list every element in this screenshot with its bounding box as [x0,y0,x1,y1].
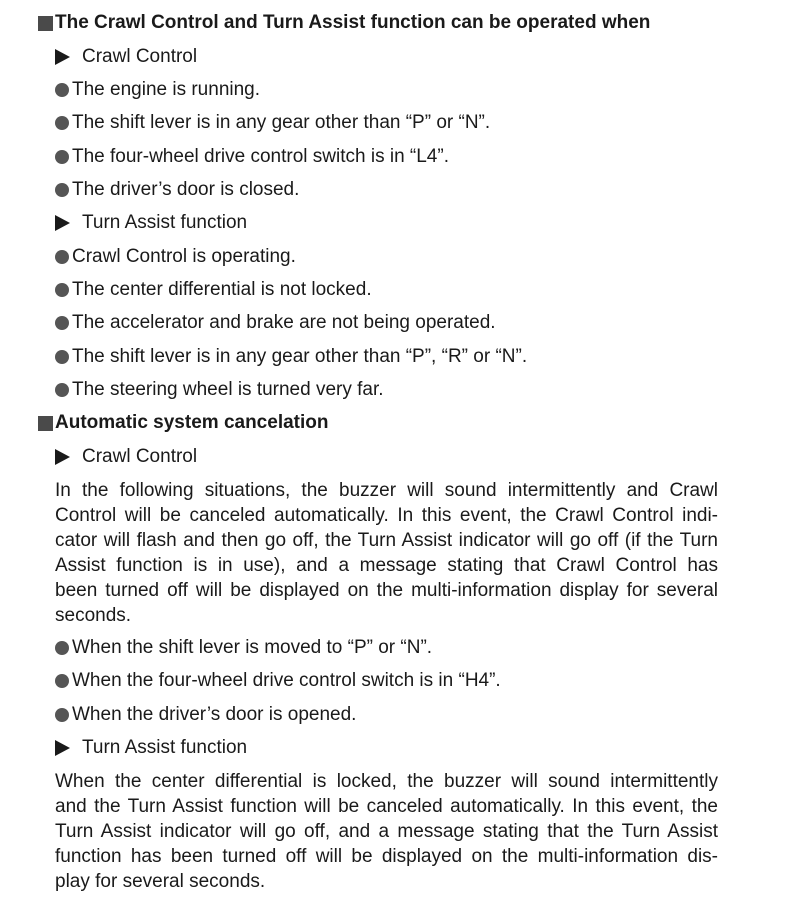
circle-bullet-icon [55,250,69,264]
list-item [55,311,496,335]
subheading-crawl-control [55,45,197,69]
subheading-text: Crawl Control [82,446,198,467]
list-item-text: The accelerator and brake are not being operated. [72,312,496,333]
list-item-text: The steering wheel is turned very far. [72,379,384,400]
circle-bullet-icon [55,708,69,722]
circle-bullet-icon [55,150,69,164]
paragraph-line: Turn Assist indicator will go off, and a message stating that the Turn Assist [55,821,718,842]
paragraph-line: When the center differential is locked, the buzzer will sound intermittently [55,771,718,792]
subheading-turn-assist [55,736,247,760]
list-item [55,345,527,369]
heading-text: The Crawl Control and Turn Assist function can be operated when [55,12,651,33]
list-item-text: Crawl Control is operating. [72,246,296,267]
circle-bullet-icon [55,350,69,364]
list-item [55,669,501,693]
list-item [55,636,432,660]
list-item [55,245,296,269]
list-item [55,111,490,135]
circle-bullet-icon [55,183,69,197]
square-bullet-icon [38,416,53,431]
paragraph-line: been turned off will be displayed on the multi-information display for several [55,580,718,601]
list-item-text: When the shift lever is moved to “P” or “N”. [72,637,433,658]
subheading-text: Turn Assist function [82,737,248,758]
subheading-turn-assist [55,211,247,235]
circle-bullet-icon [55,116,69,130]
list-item [55,178,299,202]
list-item-text: The driver’s door is closed. [72,179,300,200]
list-item-text: When the four-wheel drive control switch is in “H4”. [72,670,501,691]
triangle-bullet-icon [55,449,70,465]
paragraph-line: function has been turned off will be displayed on the multi-information dis- [55,846,718,867]
list-item [55,703,356,727]
paragraph-line: In the following situations, the buzzer will sound intermittently and Crawl [55,480,718,501]
list-item-text: The center differential is not locked. [72,279,372,300]
triangle-bullet-icon [55,215,70,231]
list-item [55,78,260,102]
paragraph-line: Assist function is in use), and a message stating that Crawl Control has [55,555,718,576]
list-item [55,378,384,402]
section-heading-operating-conditions [38,11,650,35]
paragraph-turn-cancel [55,769,718,894]
paragraph-line: and the Turn Assist function will be canceled automatically. In this event, the [55,796,718,817]
list-item-text: When the driver’s door is opened. [72,704,357,725]
subheading-crawl-control [55,445,197,469]
list-item [55,278,372,302]
circle-bullet-icon [55,283,69,297]
heading-text: Automatic system cancelation [55,412,329,433]
list-item-text: The four-wheel drive control switch is in “L4”. [72,146,449,167]
list-item-text: The engine is running. [72,79,261,100]
circle-bullet-icon [55,641,69,655]
list-item [55,145,449,169]
list-item-text: The shift lever is in any gear other than “P” or “N”. [72,112,491,133]
section-heading-automatic-cancelation [38,411,328,435]
circle-bullet-icon [55,674,69,688]
paragraph-line: Control will be canceled automatically. In this event, the Crawl Control indi- [55,505,718,526]
circle-bullet-icon [55,83,69,97]
paragraph-line: cator will flash and then go off, the Turn Assist indicator will go off (if the Turn [55,530,718,551]
list-item-text: The shift lever is in any gear other than “P”, “R” or “N”. [72,346,528,367]
subheading-text: Turn Assist function [82,212,248,233]
circle-bullet-icon [55,316,69,330]
subheading-text: Crawl Control [82,46,198,67]
triangle-bullet-icon [55,740,70,756]
paragraph-line: play for several seconds. [55,871,266,892]
paragraph-line: seconds. [55,605,132,626]
triangle-bullet-icon [55,49,70,65]
paragraph-crawl-cancel [55,478,718,628]
square-bullet-icon [38,16,53,31]
circle-bullet-icon [55,383,69,397]
